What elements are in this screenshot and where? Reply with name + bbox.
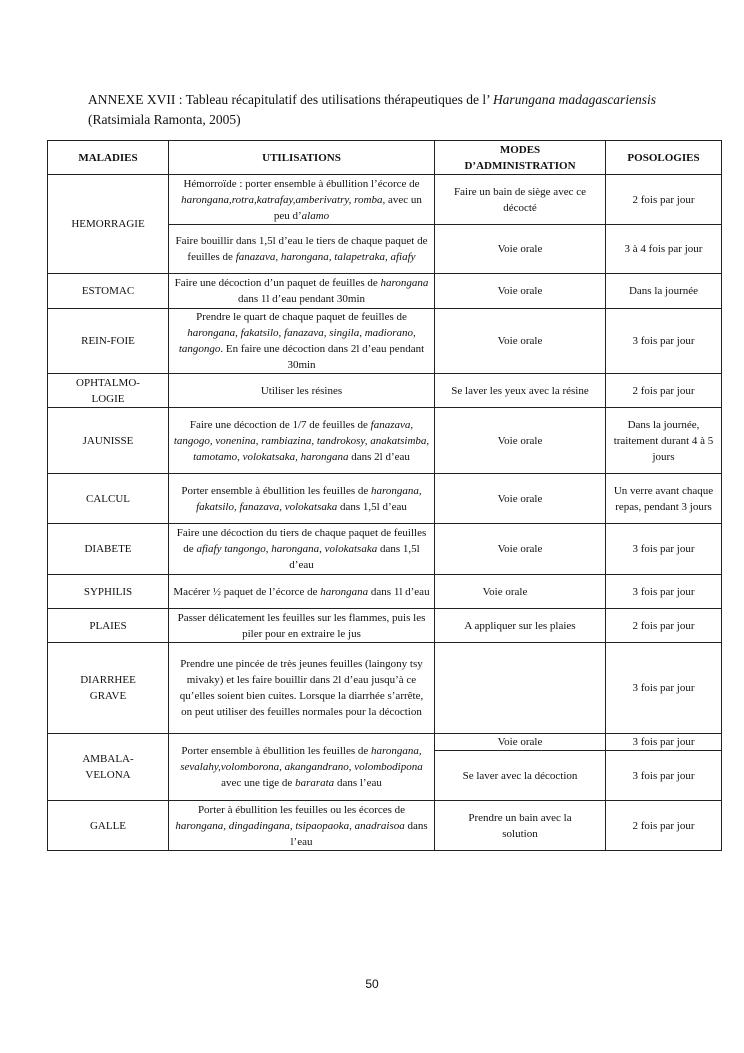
posologie-cell: Dans la journée	[606, 274, 722, 309]
page-number: 50	[365, 977, 379, 991]
posologie-cell: 3 fois par jour	[606, 751, 722, 801]
mode-cell: Voie orale	[435, 474, 606, 524]
mode-cell: Se laver les yeux avec la résine	[435, 374, 606, 408]
mode-cell: Voie orale	[435, 309, 606, 374]
header-posologies: POSOLOGIES	[606, 141, 722, 175]
mode-cell: Voie orale	[435, 734, 606, 751]
posologie-cell: 3 fois par jour	[606, 309, 722, 374]
posologie-cell: 2 fois par jour	[606, 175, 722, 225]
table-row	[48, 309, 722, 374]
posologie-cell: 2 fois par jour	[606, 374, 722, 408]
posologie-cell: 3 fois par jour	[606, 524, 722, 575]
maladie-cell: CALCUL	[48, 474, 169, 524]
posologie-cell: Un verre avant chaque repas, pendant 3 jours	[606, 474, 722, 524]
caption-prefix: ANNEXE XVII : Tableau récapitulatif des utilisations thérapeutiques de l’	[88, 92, 493, 107]
utilisation-cell: Porter à ébullition les feuilles ou les écorces de harongana, dingadingana, tsipaopaoka, anadraisoa dans l’eau	[169, 801, 435, 851]
maladie-cell: DIABETE	[48, 524, 169, 575]
utilisation-cell: Faire bouillir dans 1,5l d’eau le tiers de chaque paquet de feuilles de fanazava, harongana, talapetraka, afiafy	[169, 225, 435, 274]
header-modes-line1: MODES	[499, 143, 541, 156]
maladie-cell: DIARRHEE GRAVE	[48, 643, 169, 734]
posologie-cell: 3 fois par jour	[606, 575, 722, 609]
utilisation-cell: Faire une décoction du tiers de chaque paquet de feuilles de afiafy tangongo, harongana, volokatsaka dans 1,5l d’eau	[169, 524, 435, 575]
utilisation-cell: Faire une décoction de 1/7 de feuilles de fanazava, tangogo, vonenina, rambiazina, tandrokosy, anakatsimba, tamotamo, volokatsaka, harongana dans 2l d’eau	[169, 408, 435, 474]
mode-cell: Voie orale	[435, 274, 606, 309]
table-row	[48, 408, 722, 474]
mode-cell: Voie orale	[435, 575, 606, 609]
maladie-cell: JAUNISSE	[48, 408, 169, 474]
mode-cell: Voie orale	[435, 225, 606, 274]
maladie-cell: ESTOMAC	[48, 274, 169, 309]
posologie-cell: 2 fois par jour	[606, 609, 722, 643]
table-row	[48, 175, 722, 225]
maladie-cell: OPHTALMO-LOGIE	[48, 374, 169, 408]
maladie-cell: GALLE	[48, 801, 169, 851]
table-row	[48, 643, 722, 734]
header-modes-line2: D’ADMINISTRATION	[464, 159, 576, 172]
header-utilisations: UTILISATIONS	[169, 141, 435, 175]
posologie-cell: 2 fois par jour	[606, 801, 722, 851]
utilisation-cell: Passer délicatement les feuilles sur les flammes, puis les piler pour en extraire le jus	[169, 609, 435, 643]
header-row	[48, 141, 722, 175]
posologie-cell: 3 fois par jour	[606, 643, 722, 734]
utilisation-cell: Macérer ½ paquet de l’écorce de harongana dans 1l d’eau	[169, 575, 435, 609]
utilisation-cell: Prendre le quart de chaque paquet de feuilles de harongana, fakatsilo, fanazava, singila, madiorano, tangongo. En faire une décoction dans 2l d’eau pendant 30min	[169, 309, 435, 374]
table-row	[48, 734, 722, 751]
header-modes	[435, 141, 606, 175]
utilisation-cell: Porter ensemble à ébullition les feuilles de harongana, fakatsilo, fanazava, volokatsaka dans 1,5l d’eau	[169, 474, 435, 524]
table-caption	[88, 90, 688, 130]
mode-cell: Voie orale	[435, 524, 606, 575]
table-row	[48, 474, 722, 524]
posologie-cell: Dans la journée, traitement durant 4 à 5 jours	[606, 408, 722, 474]
mode-cell: Prendre un bain avec la solution	[435, 801, 606, 851]
maladie-cell: PLAIES	[48, 609, 169, 643]
table-row	[48, 801, 722, 851]
maladie-cell: SYPHILIS	[48, 575, 169, 609]
utilisation-cell: Porter ensemble à ébullition les feuilles de harongana, sevalahy,volomborona, akangandrano, volombodipona avec une tige de bararata dans l’eau	[169, 734, 435, 801]
maladie-cell: HEMORRAGIE	[48, 175, 169, 274]
utilisation-cell: Utiliser les résines	[169, 374, 435, 408]
mode-cell: Faire un bain de siège avec ce décocté	[435, 175, 606, 225]
utilisation-cell: Hémorroïde : porter ensemble à ébullition l’écorce de harongana,rotra,katrafay,amberivatry, romba, avec un peu d’alamo	[169, 175, 435, 225]
table-row	[48, 274, 722, 309]
mode-cell: A appliquer sur les plaies	[435, 609, 606, 643]
mode-cell: Se laver avec la décoction	[435, 751, 606, 801]
maladie-cell: AMBALA-VELONA	[48, 734, 169, 801]
posologie-cell: 3 fois par jour	[606, 734, 722, 751]
mode-cell	[435, 643, 606, 734]
mode-cell: Voie orale	[435, 408, 606, 474]
utilisation-cell: Faire une décoction d’un paquet de feuilles de harongana dans 1l d’eau pendant 30min	[169, 274, 435, 309]
table-row	[48, 575, 722, 609]
table-row	[48, 524, 722, 575]
caption-species: Harungana madagascariensis	[492, 92, 657, 107]
therapeutic-uses-table	[47, 140, 722, 851]
caption-suffix: (Ratsimiala Ramonta, 2005)	[88, 112, 241, 127]
maladie-cell: REIN-FOIE	[48, 309, 169, 374]
utilisation-cell: Prendre une pincée de très jeunes feuilles (laingony tsy mivaky) et les faire bouillir dans 2l d’eau jusqu’à ce qu’elles soient bien cuites. Lorsque la diarrhée s’arrête, on peut utiliser des feuilles normales pour la décoction	[169, 643, 435, 734]
header-maladies: MALADIES	[48, 141, 169, 175]
table-row	[48, 374, 722, 408]
posologie-cell: 3 à 4 fois par jour	[606, 225, 722, 274]
table-row	[48, 609, 722, 643]
